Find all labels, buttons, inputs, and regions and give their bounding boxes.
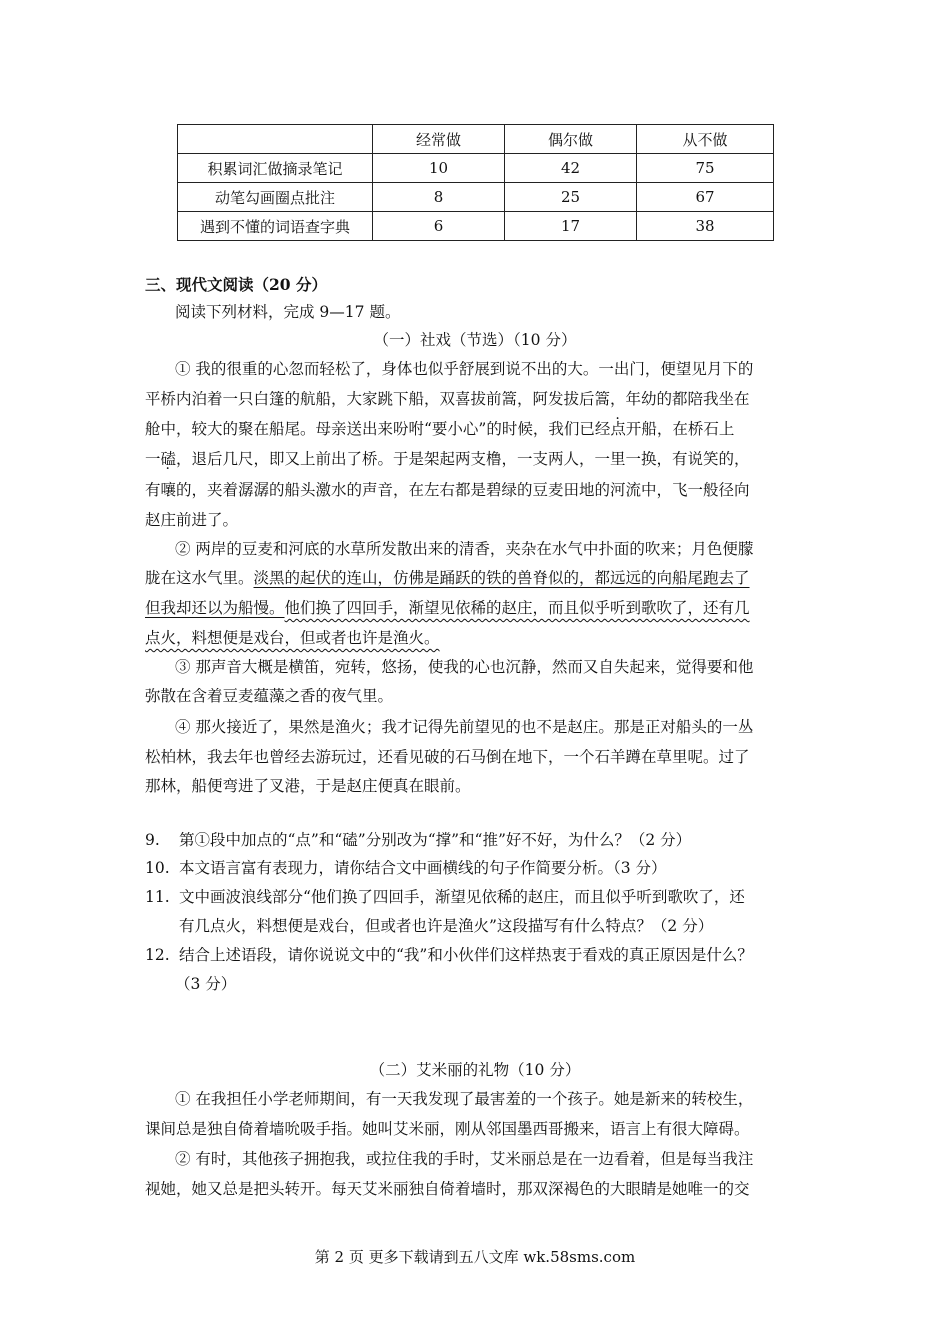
paragraph-line: ② 两岸的豆麦和河底的水草所发散出来的清香，夹杂在水气中扑面的吹来；月色便朦 — [175, 540, 754, 558]
paragraph-line: 那林，船便弯进了叉港，于是赵庄便真在眼前。 — [145, 777, 471, 795]
table-header-cell — [178, 125, 373, 154]
paragraph-line: ① 我的很重的心忽而轻松了，身体也似乎舒展到说不出的大。一出门，便望见月下的 — [175, 360, 754, 378]
table-cell: 75 — [637, 154, 774, 183]
paragraph-line: 赵庄前进了。 — [145, 511, 239, 529]
table-cell: 38 — [637, 212, 774, 241]
paragraph-line — [145, 596, 750, 620]
table-header-row — [178, 125, 774, 154]
question-item — [145, 828, 691, 852]
table-cell: 67 — [637, 183, 774, 212]
text-span: 舱中，较大的聚在船尾。母亲送出来吩咐“要小心”的时候，我们已经 — [145, 420, 611, 438]
paragraph-line: ④ 那火接近了，果然是渔火；我才记得先前望见的也不是赵庄。那是正对船头的一丛 — [175, 718, 754, 736]
table-header-cell: 经常做 — [373, 125, 505, 154]
question-text: 第①段中加点的“点”和“磕”分别改为“撑”和“推”好不好，为什么？（2 分） — [179, 831, 692, 849]
question-item — [145, 856, 667, 880]
paragraph-line: 课间总是独自倚着墙吮吸手指。她叫艾米丽，刚从邻国墨西哥搬来，语言上有很大障碍。 — [145, 1120, 750, 1138]
table-cell: 动笔勾画圈点批注 — [178, 183, 373, 212]
text-span: ，退后几尺，即又上前出了桥。于是架起两支橹，一支两人，一里一换，有说笑的， — [176, 450, 750, 468]
table-row — [178, 183, 774, 212]
table-row — [178, 212, 774, 241]
page-footer: 第 2 页 更多下载请到五八文库 wk.58sms.com — [314, 1248, 636, 1266]
text-span: 一 — [145, 450, 161, 468]
text-span: 胧在这水气里。 — [145, 569, 254, 587]
table-cell: 6 — [373, 212, 505, 241]
question-number: 11. — [145, 888, 170, 906]
paragraph-line: 弥散在含着豆麦蕴藻之香的夜气里。 — [145, 687, 394, 705]
paragraph-line: 有嚷的，夹着潺潺的船头激水的声音，在左右都是碧绿的豆麦田地的河流中，飞一般径向 — [145, 481, 750, 499]
paragraph-line — [145, 417, 734, 441]
passage-title: （一）社戏（节选）（10 分） — [373, 331, 577, 349]
wavy-underlined-text: 点火，料想便是戏台，但或者也许是渔火。 — [145, 629, 440, 647]
section-heading-text: 三、现代文阅读（20 分） — [145, 275, 327, 294]
emphasized-char: 点 — [610, 420, 626, 438]
underlined-text: 淡黑的起伏的连山，仿佛是踊跃的铁的兽脊似的，都远远的向船尾跑去了 — [253, 569, 750, 587]
question-continuation: （3 分） — [175, 975, 237, 993]
emphasized-char: 磕 — [160, 450, 177, 468]
question-number: 12. — [145, 946, 170, 964]
question-item — [145, 943, 753, 967]
wavy-underlined-text: 他们换了四回手，渐望见依稀的赵庄，而且似乎听到歌吹了，还有几 — [284, 599, 750, 617]
question-item — [145, 885, 745, 909]
question-text: 文中画波浪线部分“他们换了四回手，渐望见依稀的赵庄，而且似乎听到歌吹了，还 — [179, 888, 745, 906]
question-text: 本文语言富有表现力，请你结合文中画横线的句子作简要分析。（3 分） — [179, 859, 667, 877]
paragraph-line: 视她，她又总是把头转开。每天艾米丽独自倚着墙时，那双深褐色的大眼睛是她唯一的交 — [145, 1180, 750, 1198]
section-heading — [145, 273, 327, 297]
paragraph-line: 松柏林，我去年也曾经去游玩过，还看见破的石马倒在地下，一个石羊蹲在草里呢。过了 — [145, 748, 750, 766]
paragraph-line: ② 有时，其他孩子拥抱我，或拉住我的手时，艾米丽总是在一边看着，但是每当我注 — [175, 1150, 754, 1168]
paragraph-line — [145, 447, 750, 471]
paragraph-line: ① 在我担任小学老师期间，有一天我发现了最害羞的一个孩子。她是新来的转校生， — [175, 1090, 754, 1108]
paragraph-line: ③ 那声音大概是横笛，宛转，悠扬，使我的心也沉静，然而又自失起来，觉得要和他 — [175, 658, 754, 676]
table-cell: 遇到不懂的词语查字典 — [178, 212, 373, 241]
underlined-text: 但我却还以为船慢。 — [145, 599, 285, 617]
survey-table — [177, 124, 774, 241]
table-cell: 10 — [373, 154, 505, 183]
table-cell: 42 — [505, 154, 637, 183]
table-cell: 17 — [505, 212, 637, 241]
table-cell: 积累词汇做摘录笔记 — [178, 154, 373, 183]
paragraph-line — [145, 566, 750, 590]
table-cell: 25 — [505, 183, 637, 212]
question-number: 9. — [145, 831, 160, 849]
paragraph-line — [145, 626, 440, 650]
passage-title: （二）艾米丽的礼物（10 分） — [369, 1061, 581, 1079]
question-number: 10. — [145, 859, 170, 877]
question-continuation: 有几点火，料想便是戏台，但或者也许是渔火”这段描写有什么特点？（2 分） — [179, 917, 714, 935]
table-header-cell: 从不做 — [637, 125, 774, 154]
table-header-cell: 偶尔做 — [505, 125, 637, 154]
question-text: 结合上述语段，请你说说文中的“我”和小伙伴们这样热衷于看戏的真正原因是什么？ — [179, 946, 753, 964]
paragraph-line: 平桥内泊着一只白篷的航船，大家跳下船，双喜拔前篙，阿发拔后篙，年幼的都陪我坐在 — [145, 390, 750, 408]
table-row — [178, 154, 774, 183]
section-instruction: 阅读下列材料，完成 9—17 题。 — [175, 303, 401, 321]
table-cell: 8 — [373, 183, 505, 212]
text-span: 开船，在桥石上 — [625, 420, 735, 438]
